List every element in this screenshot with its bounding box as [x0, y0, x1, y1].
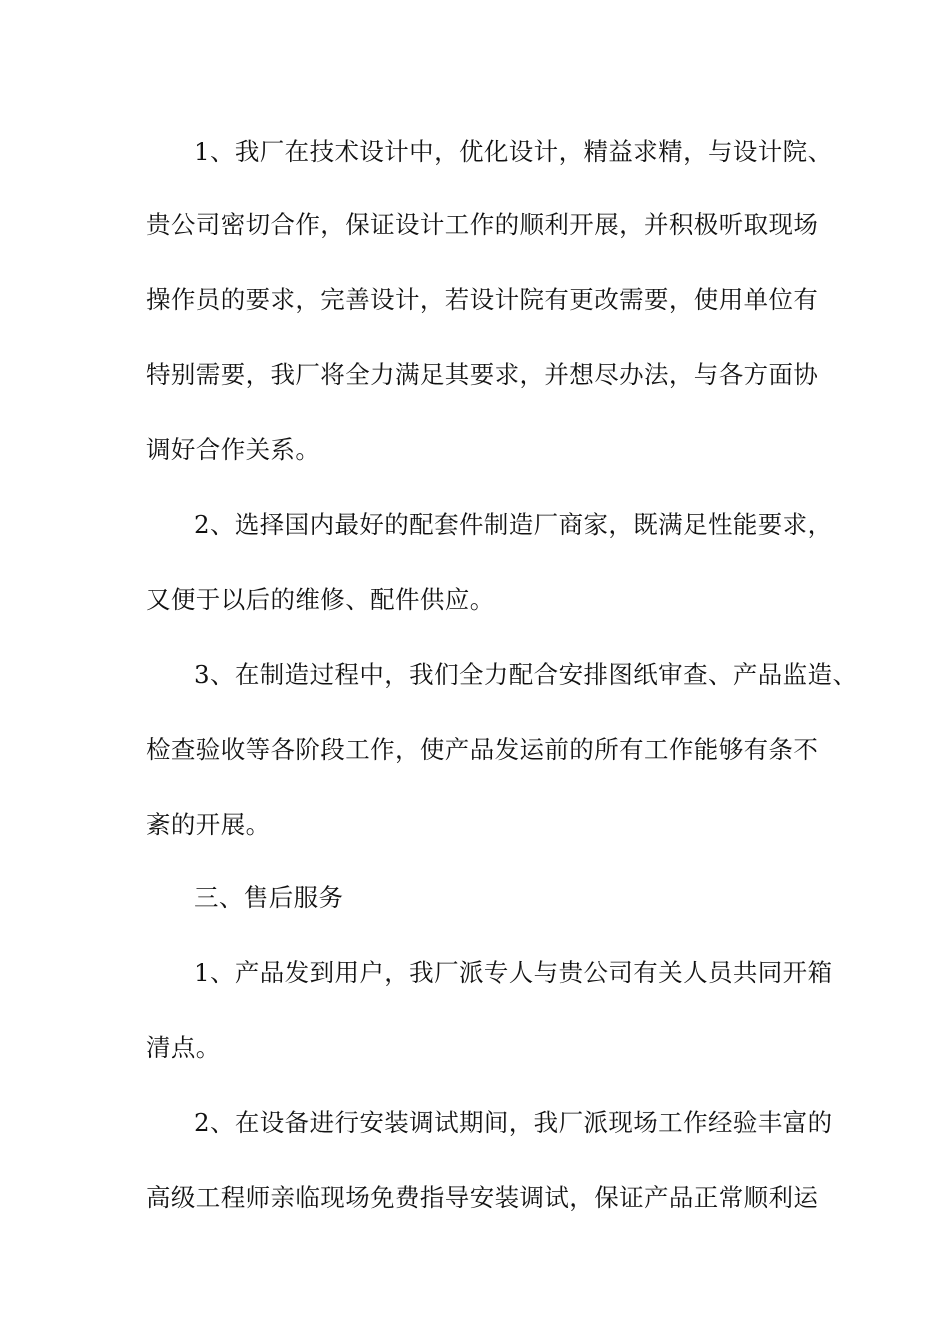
paragraph-1-line-5: 调好合作关系。 — [146, 435, 321, 464]
section-heading-after-sales: 三、售后服务 — [194, 883, 344, 912]
paragraph-2-line-1: 2、选择国内最好的配套件制造厂商家，既满足性能要求， — [194, 510, 833, 539]
paragraph-1-line-1: 1、我厂在技术设计中，优化设计，精益求精，与设计院、 — [194, 137, 833, 166]
paragraph-5-line-2: 高级工程师亲临现场免费指导安装调试，保证产品正常顺利运 — [146, 1183, 819, 1212]
paragraph-4-line-2: 清点。 — [146, 1033, 221, 1062]
paragraph-3-line-2: 检查验收等各阶段工作，使产品发运前的所有工作能够有条不 — [146, 735, 819, 764]
paragraph-3-line-1: 3、在制造过程中，我们全力配合安排图纸审查、产品监造、 — [194, 660, 858, 689]
paragraph-3-line-3: 紊的开展。 — [146, 810, 271, 839]
paragraph-1-line-3: 操作员的要求，完善设计，若设计院有更改需要，使用单位有 — [146, 285, 819, 314]
paragraph-1-line-2: 贵公司密切合作，保证设计工作的顺利开展，并积极听取现场 — [146, 210, 819, 239]
paragraph-4-line-1: 1、产品发到用户，我厂派专人与贵公司有关人员共同开箱 — [194, 958, 833, 987]
paragraph-5-line-1: 2、在设备进行安装调试期间，我厂派现场工作经验丰富的 — [194, 1108, 833, 1137]
paragraph-2-line-2: 又便于以后的维修、配件供应。 — [146, 585, 495, 614]
paragraph-1-line-4: 特别需要，我厂将全力满足其要求，并想尽办法，与各方面协 — [146, 360, 819, 389]
